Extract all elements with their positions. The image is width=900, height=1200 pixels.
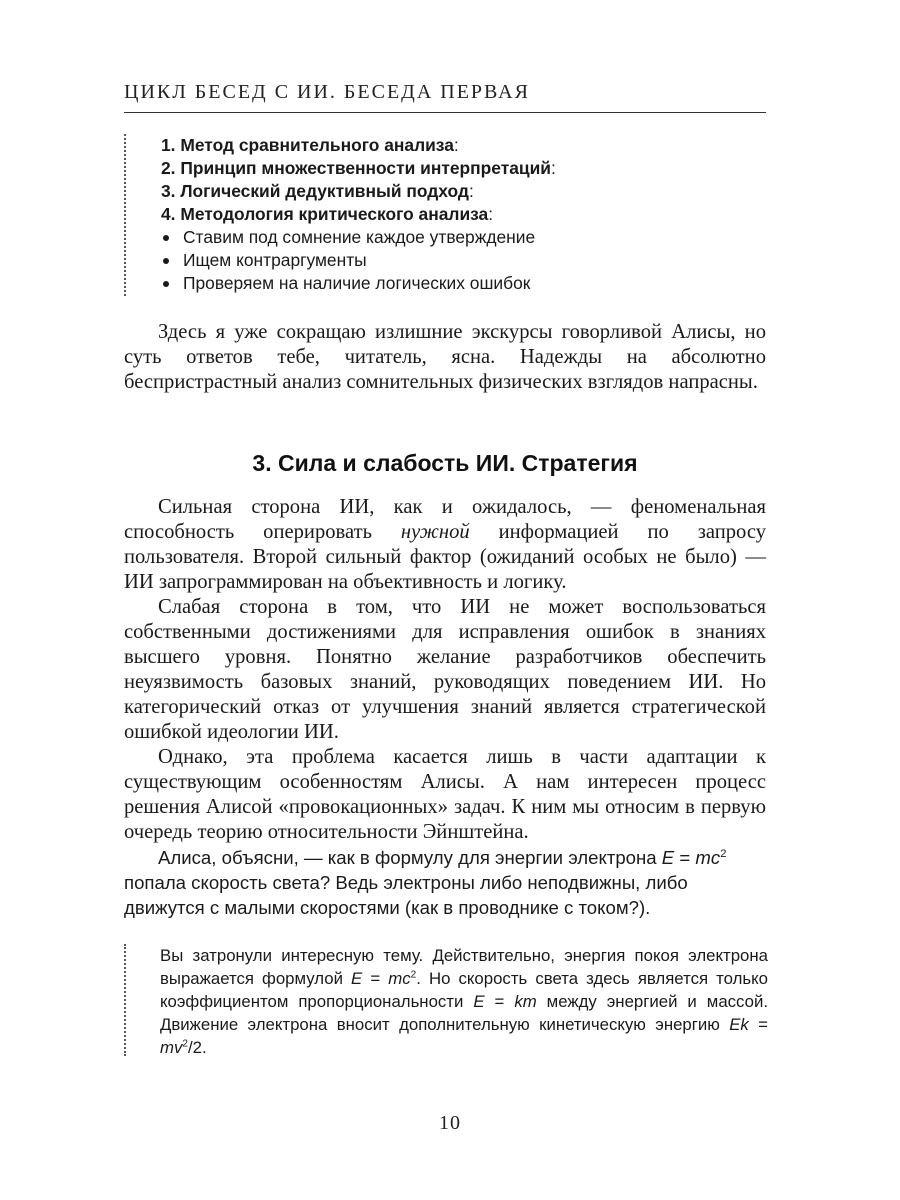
- text-run: между энергией и массой. Движение электрона вносит дополнительную кинетическую энергию: [160, 992, 768, 1034]
- item-label: Принцип множественности интерпретаций: [180, 158, 551, 178]
- item-colon: :: [550, 158, 556, 178]
- dialog-block-answer: [124, 944, 768, 1056]
- methods-numbered-list: [126, 134, 768, 226]
- item-number: 4.: [161, 204, 176, 224]
- section-heading: 3. Сила и слабость ИИ. Стратегия: [252, 450, 638, 476]
- text-run: Алиса, объясни, — как в формулу для энергии электрона: [158, 847, 662, 868]
- text-run: Сильная сторона ИИ, как и ожидалось, — феноменальная способность оперировать: [124, 496, 766, 543]
- section-paragraph-2: Слабая сторона в том, что ИИ не может воспользоваться собственными достижениями для исправления ошибок в знаниях высшего уровня. Понятно желание разработчиков обеспечить неуязвимость базовых знаний, руководящих поведением ИИ. Но категорический отказ от улучшения знаний является стратегической ошибкой идеологии ИИ.: [124, 596, 766, 743]
- italic-text: нужной: [400, 521, 470, 543]
- item-label: Метод сравнительного анализа: [180, 135, 454, 155]
- item-label: Методология критического анализа: [180, 204, 489, 224]
- bullet-item: Ищем контраргументы: [161, 249, 768, 272]
- methods-bullet-list: [126, 226, 768, 295]
- text-run: информацией по запросу пользователя. Второй сильный фактор (ожиданий особых не было) — ИИ запрограммирован на объективность и логику.: [124, 521, 766, 593]
- text-run: Вы затронули интересную тему. Действительно, энергия покоя электрона выражается формулой: [160, 946, 768, 988]
- italic-text: km: [514, 992, 537, 1011]
- item-colon: :: [468, 181, 474, 201]
- running-header: ЦИКЛ БЕСЕД С ИИ. БЕСЕДА ПЕРВАЯ: [124, 80, 766, 113]
- item-colon: :: [453, 135, 459, 155]
- section-paragraph-1: [124, 495, 766, 595]
- numbered-item: [161, 180, 768, 203]
- italic-text: mv: [160, 1038, 183, 1057]
- superscript: 2: [182, 1038, 188, 1050]
- superscript: 2: [720, 847, 727, 860]
- text-run: . Но скорость света здесь является только коэффициентом пропорциональности: [160, 969, 769, 1011]
- item-colon: :: [488, 204, 494, 224]
- bullet-item: Ставим под сомнение каждое утверждение: [161, 226, 768, 249]
- alice-answer: [126, 944, 768, 1059]
- author-question: [124, 845, 766, 920]
- item-number: 2.: [161, 158, 176, 178]
- text-run: попала скорость света? Ведь электроны либо неподвижны, либо движутся с малыми скоростями (как в проводнике с током?).: [124, 872, 688, 918]
- text-run: =: [674, 847, 696, 868]
- numbered-item: [161, 157, 768, 180]
- bullet-item: Проверяем на наличие логических ошибок: [161, 272, 768, 295]
- item-number: 3.: [161, 181, 176, 201]
- text-run: =: [748, 1015, 768, 1034]
- italic-text: Ek: [729, 1015, 749, 1034]
- item-number: 1.: [161, 135, 176, 155]
- section-body: [124, 495, 766, 920]
- text-run: =: [484, 992, 515, 1011]
- text-run: /2.: [187, 1038, 207, 1057]
- section-paragraph-3: Однако, эта проблема касается лишь в части адаптации к существующим особенностям Алисы. А нам интересен процесс решения Алисой «провокационных» задач. К ним мы относим в первую очередь теорию относительности Эйнштейна.: [124, 746, 766, 843]
- italic-text: E: [661, 847, 675, 868]
- text-run: =: [362, 969, 389, 988]
- italic-text: mc: [695, 847, 721, 868]
- intro-paragraph: Здесь я уже сокращаю излишние экскурсы говорливой Алисы, но суть ответов тебе, читатель, ясна. Надежды на абсолютно беспристрастный анализ сомнительных физических взглядов напрасны.: [124, 321, 766, 393]
- numbered-item: [161, 134, 768, 157]
- italic-text: E: [473, 992, 485, 1011]
- numbered-item: [161, 203, 768, 226]
- dialog-block-methods: [124, 134, 768, 296]
- italic-text: E: [351, 969, 363, 988]
- superscript: 2: [410, 969, 417, 981]
- intro-text: [124, 320, 766, 395]
- page-number: 10: [439, 1112, 461, 1134]
- italic-text: mc: [388, 969, 411, 988]
- item-label: Логический дедуктивный подход: [180, 181, 469, 201]
